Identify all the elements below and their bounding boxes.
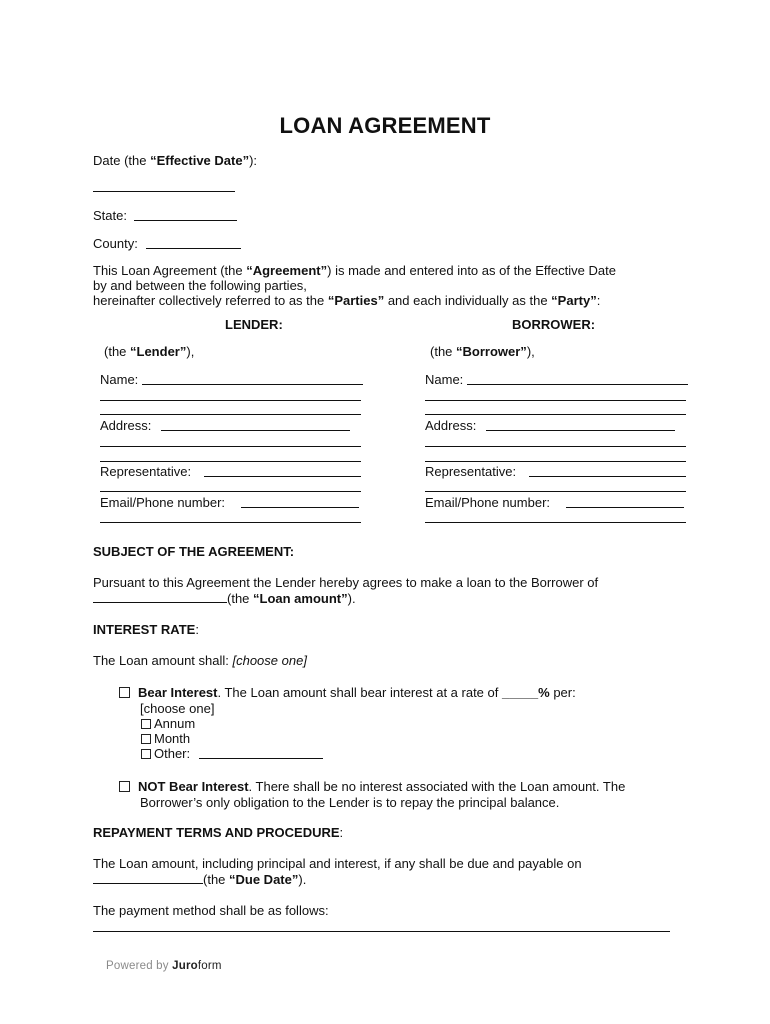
state-field[interactable]: [134, 220, 237, 221]
lender-contact-label: Email/Phone number:: [100, 495, 226, 510]
brand-logo-text: Juro: [172, 960, 198, 972]
state-row: State:: [93, 208, 127, 223]
borrower-heading: BORROWER:: [512, 317, 596, 332]
lender-alias: (the “Lender”),: [104, 344, 195, 359]
document-title: LOAN AGREEMENT: [279, 113, 491, 138]
bear-interest-checkbox[interactable]: [119, 687, 130, 698]
other-period-field[interactable]: [199, 758, 323, 759]
powered-by-footer: Powered by Juroform: [106, 960, 222, 972]
lender-name-field-2[interactable]: [100, 400, 361, 401]
borrower-contact-field[interactable]: [566, 507, 684, 508]
annum-checkbox[interactable]: [141, 719, 151, 729]
payment-method-label: The payment method shall be as follows:: [93, 903, 329, 918]
lender-representative-field[interactable]: [204, 476, 361, 477]
borrower-address-field[interactable]: [486, 430, 675, 431]
lender-address-label: Address:: [100, 418, 152, 433]
rate-period-choose: [choose one]: [140, 701, 215, 716]
county-field[interactable]: [146, 248, 241, 249]
borrower-address-field-3[interactable]: [425, 461, 686, 462]
borrower-name-label: Name:: [425, 372, 464, 387]
lender-name-field-3[interactable]: [100, 414, 361, 415]
county-row: County:: [93, 236, 138, 251]
rate-period-other: Other:: [141, 746, 190, 761]
month-checkbox[interactable]: [141, 734, 151, 744]
borrower-address-label: Address:: [425, 418, 477, 433]
intro-line-1: This Loan Agreement (the “Agreement”) is made and entered into as of the Effective Date: [93, 263, 616, 278]
rate-period-annum: Annum: [141, 716, 195, 731]
lender-address-field-2[interactable]: [100, 446, 361, 447]
repayment-text: The Loan amount, including principal and interest, if any shall be due and payable on: [93, 856, 582, 871]
other-checkbox[interactable]: [141, 749, 151, 759]
rate-period-month: Month: [141, 731, 190, 746]
interest-rate-field[interactable]: _____%: [501, 685, 550, 700]
borrower-name-field-3[interactable]: [425, 414, 686, 415]
due-date-line: (the “Due Date”).: [93, 872, 306, 887]
bear-interest-option: Bear Interest. The Loan amount shall bear interest at a rate of _____% per:: [119, 685, 576, 700]
effective-date-label: Date (the “Effective Date”):: [93, 153, 258, 168]
borrower-address-field-2[interactable]: [425, 446, 686, 447]
borrower-contact-field-2[interactable]: [425, 522, 686, 523]
interest-heading: INTEREST RATE:: [93, 622, 199, 637]
not-bear-interest-option: NOT Bear Interest. There shall be no interest associated with the Loan amount. The: [119, 779, 625, 794]
lender-name-label: Name:: [100, 372, 139, 387]
lender-address-field[interactable]: [161, 430, 350, 431]
borrower-name-field-2[interactable]: [425, 400, 686, 401]
borrower-representative-label: Representative:: [425, 464, 517, 479]
effective-date-field[interactable]: [93, 191, 235, 192]
borrower-alias: (the “Borrower”),: [430, 344, 535, 359]
subject-text: Pursuant to this Agreement the Lender hereby agrees to make a loan to the Borrower of: [93, 575, 599, 590]
not-bear-interest-checkbox[interactable]: [119, 781, 130, 792]
lender-contact-field-2[interactable]: [100, 522, 361, 523]
loan-amount-field[interactable]: [93, 591, 227, 603]
due-date-field[interactable]: [93, 872, 203, 884]
intro-line-3: hereinafter collectively referred to as the “Parties” and each individually as the “Party”:: [93, 293, 601, 308]
interest-intro: The Loan amount shall: [choose one]: [93, 653, 307, 668]
not-bear-interest-line-2: Borrower’s only obligation to the Lender is to repay the principal balance.: [140, 795, 560, 810]
lender-heading: LENDER:: [225, 317, 283, 332]
lender-representative-field-2[interactable]: [100, 491, 361, 492]
repayment-heading: REPAYMENT TERMS AND PROCEDURE:: [93, 825, 344, 840]
borrower-contact-label: Email/Phone number:: [425, 495, 551, 510]
borrower-representative-field-2[interactable]: [425, 491, 686, 492]
subject-heading: SUBJECT OF THE AGREEMENT:: [93, 544, 295, 559]
payment-method-field[interactable]: [93, 931, 670, 932]
lender-contact-field[interactable]: [241, 507, 359, 508]
borrower-name-field[interactable]: [467, 384, 688, 385]
borrower-representative-field[interactable]: [529, 476, 686, 477]
lender-representative-label: Representative:: [100, 464, 192, 479]
intro-line-2: by and between the following parties,: [93, 278, 307, 293]
loan-amount-line: (the “Loan amount”).: [93, 591, 356, 606]
lender-name-field[interactable]: [142, 384, 363, 385]
lender-address-field-3[interactable]: [100, 461, 361, 462]
